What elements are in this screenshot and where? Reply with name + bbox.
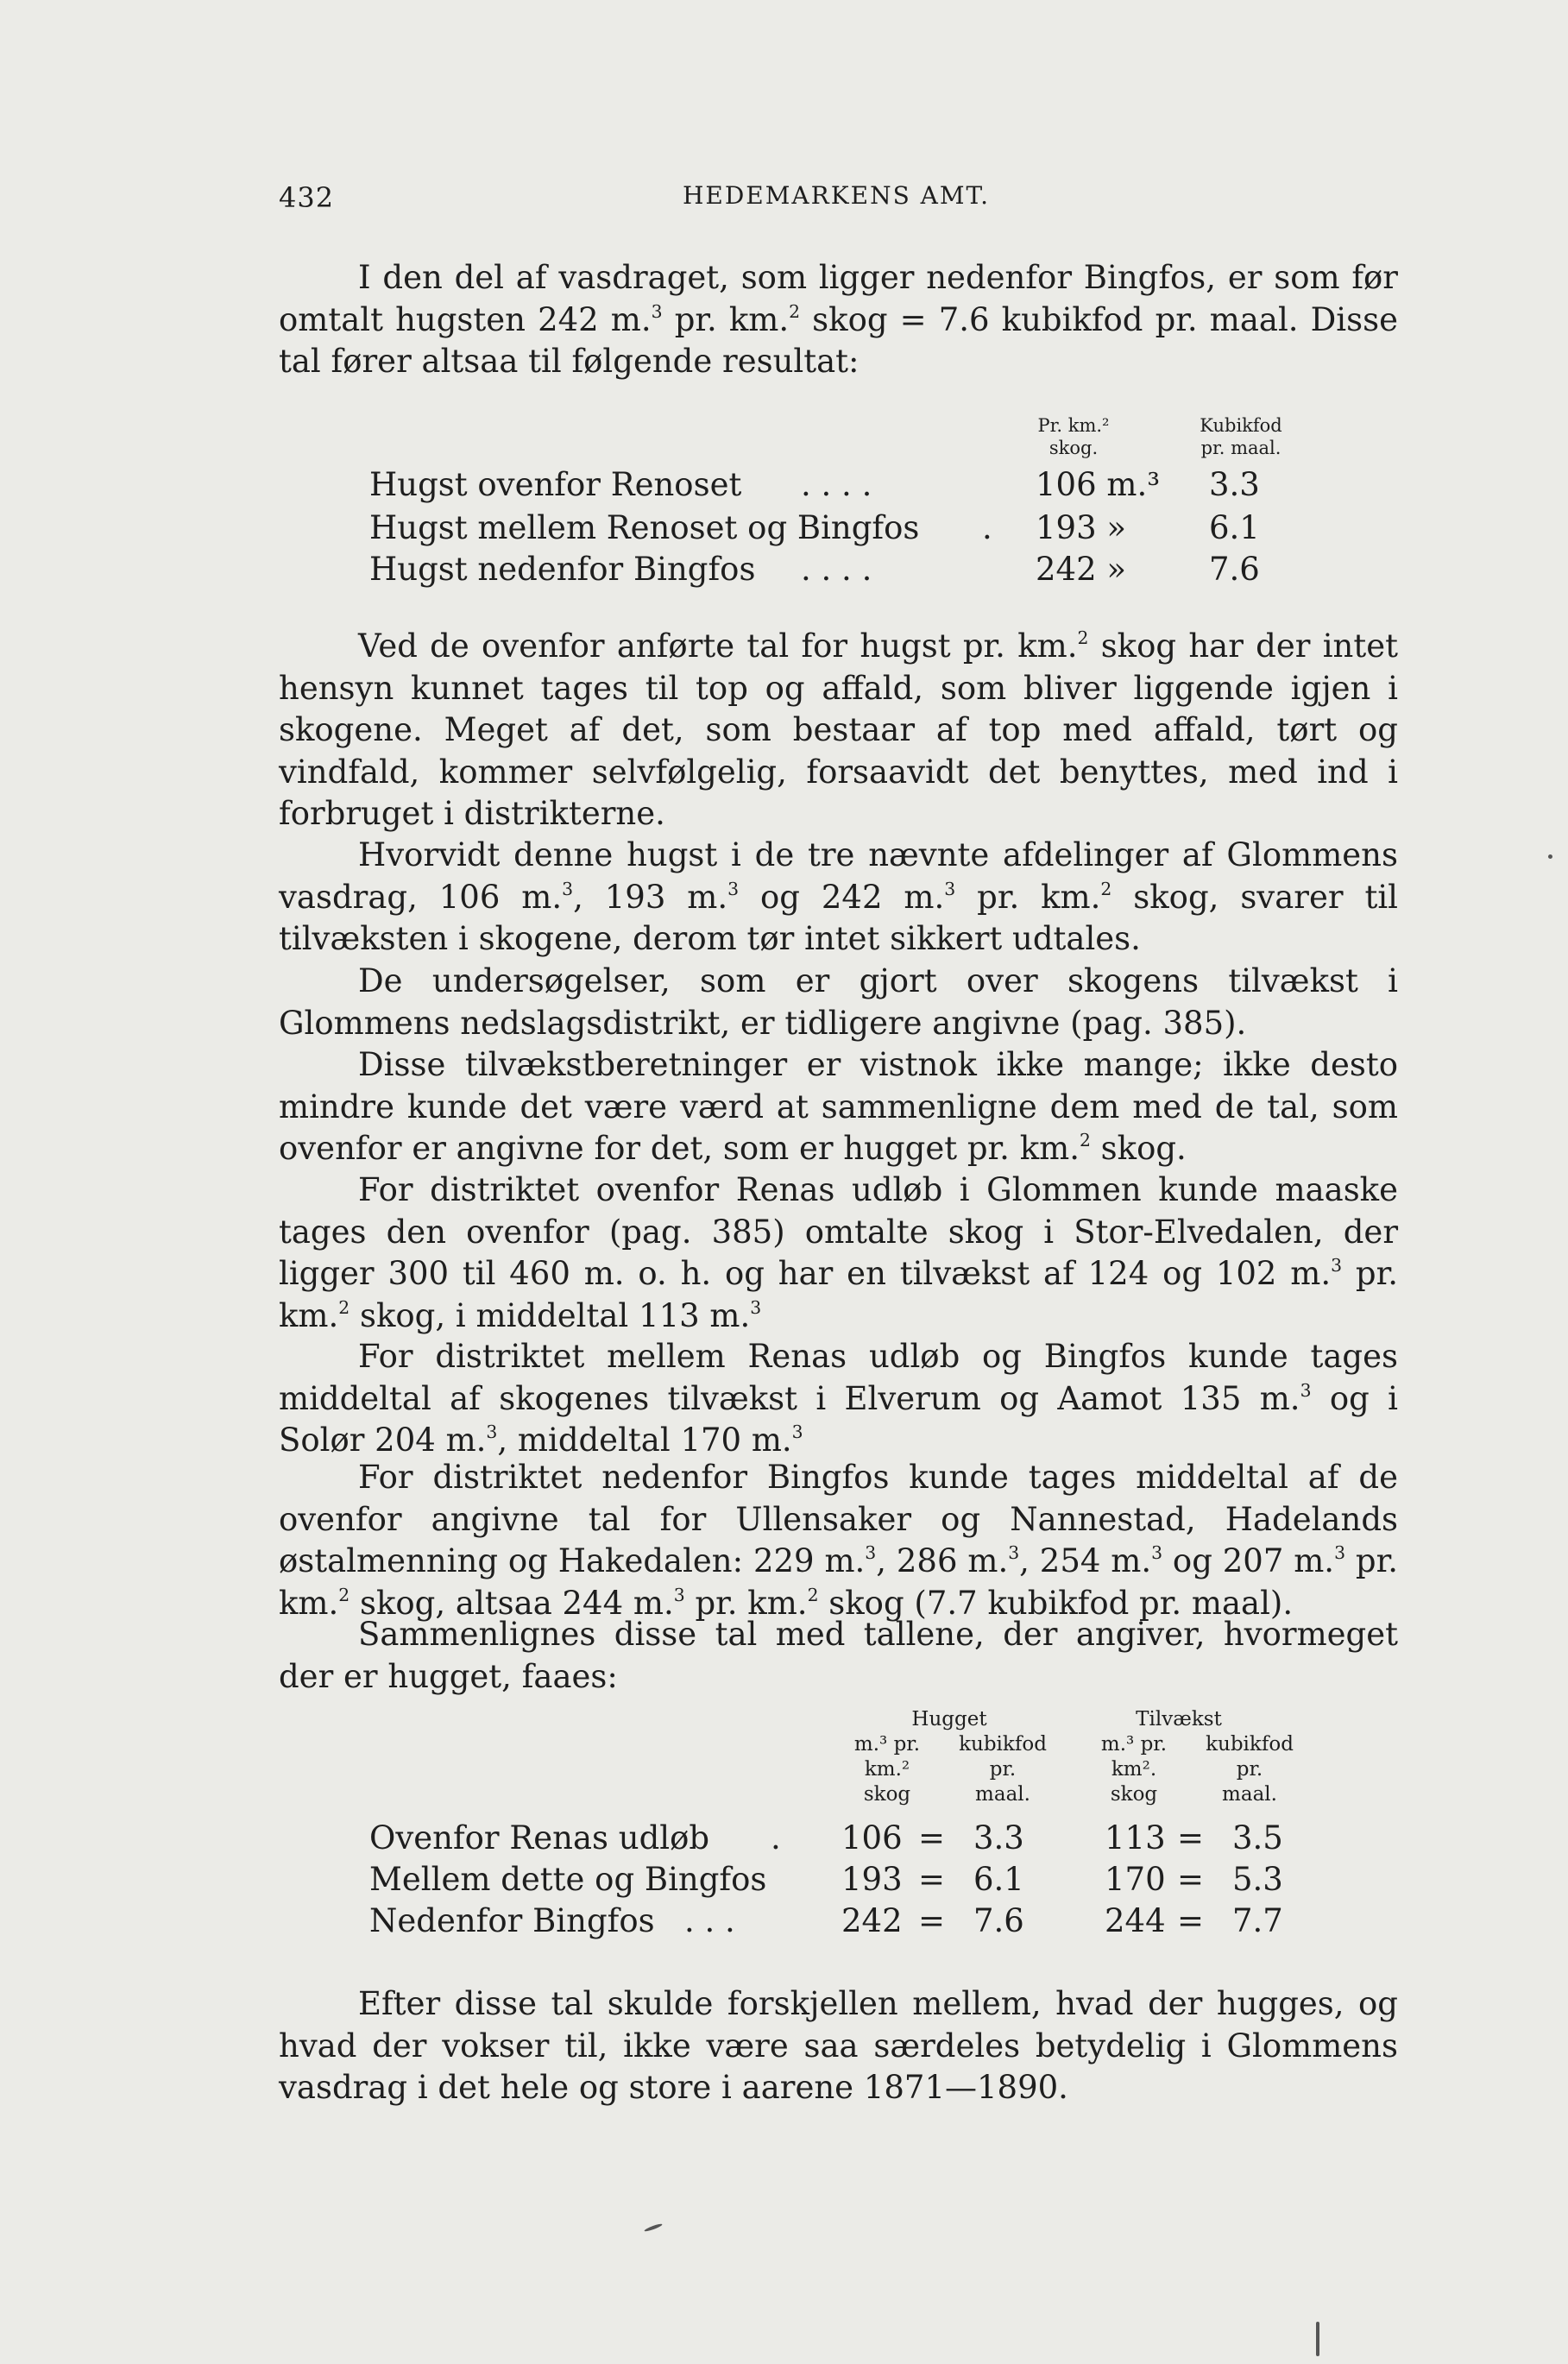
text: , 254 m. bbox=[1019, 1542, 1152, 1580]
subheader-line: skog bbox=[1110, 1783, 1158, 1806]
row-label: Hugst nedenfor Bingfos bbox=[369, 551, 756, 588]
tilvaekst-kubikfod: 5.3 bbox=[1232, 1861, 1283, 1898]
sup: 2 bbox=[338, 1296, 350, 1318]
row-kubikfod: 6.1 bbox=[1209, 509, 1260, 546]
text: pr. km. bbox=[279, 1255, 1398, 1334]
text: pr. km. bbox=[684, 1584, 808, 1622]
sup: 3 bbox=[944, 878, 956, 899]
text: , 193 m. bbox=[573, 878, 728, 916]
text: og i Solør 204 m. bbox=[279, 1379, 1398, 1459]
hugget-kubikfod: 3.3 bbox=[973, 1819, 1024, 1857]
subheader-line: kubikfod bbox=[1206, 1733, 1294, 1756]
body-paragraph bbox=[279, 1169, 1398, 1337]
sup: 3 bbox=[1300, 1379, 1312, 1401]
row-leader: . . . . bbox=[801, 466, 872, 503]
tilvaekst-m3: 113 bbox=[1105, 1819, 1166, 1857]
table-row bbox=[369, 466, 1405, 507]
subheader-line: m.³ pr. bbox=[1100, 1733, 1168, 1756]
text: og 207 m. bbox=[1162, 1542, 1335, 1580]
hugget-kubikfod: 7.6 bbox=[973, 1902, 1024, 1939]
sup: 3 bbox=[1151, 1541, 1163, 1563]
body-paragraph bbox=[279, 1457, 1398, 1624]
row-leader: . bbox=[982, 509, 992, 546]
sup: 3 bbox=[750, 1296, 762, 1318]
col-header-kubikfod bbox=[1172, 414, 1310, 459]
intro-sup-1: 3 bbox=[651, 300, 663, 322]
scan-speck bbox=[1316, 2322, 1319, 2356]
col-header-line: Pr. km.² bbox=[1037, 415, 1110, 436]
row-leader: . . . . bbox=[801, 551, 872, 588]
text: De undersøgelser, som er gjort over skogens tilvækst i Glommens nedslagsdistrikt, er tidligere angivne (pag. 385). bbox=[279, 962, 1398, 1042]
sup: 2 bbox=[1077, 627, 1089, 648]
subheader-line: maal. bbox=[1222, 1783, 1277, 1806]
sup: 3 bbox=[486, 1421, 498, 1442]
sup: 2 bbox=[1100, 878, 1112, 899]
col-header-per-km bbox=[1022, 414, 1125, 459]
body-paragraph bbox=[279, 1044, 1398, 1170]
sup: 3 bbox=[1334, 1541, 1346, 1563]
tilvaekst-m3: 170 bbox=[1105, 1861, 1166, 1898]
col-header-line: pr. maal. bbox=[1200, 438, 1281, 458]
sup: 3 bbox=[791, 1421, 803, 1442]
running-title: HEDEMARKENS AMT. bbox=[683, 181, 991, 210]
subheader-tilvaekst-kubikfod bbox=[1189, 1732, 1310, 1807]
equals-sign: = bbox=[1177, 1819, 1205, 1857]
sup: 3 bbox=[562, 878, 574, 899]
subheader-hugget-m3 bbox=[835, 1732, 939, 1807]
row-label: Ovenfor Renas udløb bbox=[369, 1819, 710, 1857]
intro-sup-2: 2 bbox=[789, 300, 801, 322]
row-leader: . . . bbox=[684, 1902, 735, 1939]
equals-sign: = bbox=[1177, 1902, 1205, 1939]
body-paragraph bbox=[279, 1614, 1398, 1698]
text: pr. km. bbox=[279, 1542, 1398, 1622]
row-label: Hugst mellem Renoset og Bingfos bbox=[369, 509, 920, 546]
tilvaekst-kubikfod: 3.5 bbox=[1232, 1819, 1283, 1857]
row-value: 193 » bbox=[1036, 509, 1127, 546]
sup: 3 bbox=[727, 878, 740, 899]
text: Ved de ovenfor anførte tal for hugst pr. km. bbox=[358, 627, 1078, 665]
row-kubikfod: 3.3 bbox=[1209, 466, 1260, 503]
text: og 242 m. bbox=[739, 878, 945, 916]
scan-speck bbox=[1548, 854, 1552, 859]
equals-sign: = bbox=[918, 1861, 946, 1898]
table-row bbox=[369, 1819, 1405, 1861]
col-header-line: skog. bbox=[1048, 438, 1099, 458]
row-value: 106 m.³ bbox=[1036, 466, 1161, 503]
intro-paragraph bbox=[279, 257, 1398, 383]
table-row bbox=[369, 1902, 1405, 1944]
hugget-kubikfod: 6.1 bbox=[973, 1861, 1024, 1898]
subheader-line: pr. bbox=[989, 1758, 1017, 1781]
text: skog, i middeltal 113 m. bbox=[349, 1296, 751, 1334]
equals-sign: = bbox=[918, 1819, 946, 1857]
subheader-hugget-kubikfod bbox=[942, 1732, 1063, 1807]
text: , 286 m. bbox=[876, 1542, 1009, 1580]
subheader-line: maal. bbox=[975, 1783, 1030, 1806]
sup: 3 bbox=[865, 1541, 877, 1563]
subheader-line: skog bbox=[863, 1783, 911, 1806]
sup: 2 bbox=[338, 1584, 350, 1605]
col-header-line: Kubikfod bbox=[1200, 415, 1282, 436]
results-table bbox=[369, 414, 1405, 604]
sup: 2 bbox=[1079, 1129, 1091, 1150]
body-paragraph bbox=[279, 1336, 1398, 1462]
hugget-m3: 106 bbox=[841, 1819, 903, 1857]
table-row bbox=[369, 1861, 1405, 1902]
scan-speck bbox=[644, 2222, 663, 2232]
subheader-line: km.² bbox=[864, 1758, 910, 1781]
page-header bbox=[279, 181, 1392, 224]
row-value: 242 » bbox=[1036, 551, 1127, 588]
row-label: Nedenfor Bingfos bbox=[369, 1902, 655, 1939]
page-number: 432 bbox=[279, 181, 335, 214]
body-paragraph bbox=[279, 626, 1398, 835]
equals-sign: = bbox=[1177, 1861, 1205, 1898]
hugget-m3: 242 bbox=[841, 1902, 903, 1939]
text: For distriktet ovenfor Renas udløb i Glommen kunde maaske tages den ovenfor (pag. 385) omtalte skog i Stor-Elvedalen, der ligger 300 til 460 m. o. h. og har en tilvækst af 124 og 102 m. bbox=[279, 1171, 1398, 1293]
tilvaekst-m3: 244 bbox=[1105, 1902, 1166, 1939]
row-leader: . bbox=[771, 1819, 781, 1857]
sup: 2 bbox=[807, 1584, 819, 1605]
table-row bbox=[369, 551, 1405, 592]
text: skog, altsaa 244 m. bbox=[349, 1584, 674, 1622]
subheader-tilvaekst-m3 bbox=[1082, 1732, 1186, 1807]
intro-text-2: pr. km. bbox=[662, 300, 790, 338]
row-label: Hugst ovenfor Renoset bbox=[369, 466, 742, 503]
subheader-line: kubikfod bbox=[959, 1733, 1047, 1756]
text: Hvorvidt denne hugst i de tre nævnte afdelinger af Glommens vasdrag, 106 m. bbox=[279, 836, 1398, 916]
text: For distriktet mellem Renas udløb og Bingfos kunde tages middeltal af skogenes tilvækst i Elverum og Aamot 135 m. bbox=[279, 1338, 1398, 1417]
text: skog. bbox=[1090, 1130, 1187, 1168]
closing-paragraph: Efter disse tal skulde forskjellen mellem, hvad der hugges, og hvad der vokser til, ikke være saa særdeles betydelig i Glommens vasdrag i det hele og store i aarene 1871—1890. bbox=[279, 1985, 1398, 2107]
equals-sign: = bbox=[918, 1902, 946, 1939]
text: For distriktet nedenfor Bingfos kunde tages middeltal af de ovenfor angivne tal for Ullensaker og Nannestad, Hadelands østalmenning og Hakedalen: 229 m. bbox=[279, 1459, 1398, 1580]
hugget-m3: 193 bbox=[841, 1861, 903, 1898]
text: skog har der intet hensyn kunnet tages til top og affald, som bliver liggende igjen i skogene. Meget af det, som bestaar af top med affald, tørt og vindfald, kommer selvfølgelig, forsaavidt det benyttes, med ind i forbruget i distrikterne. bbox=[279, 627, 1399, 833]
text: pr. km. bbox=[955, 878, 1101, 916]
row-kubikfod: 7.6 bbox=[1209, 551, 1260, 588]
text: Disse tilvækstberetninger er vistnok ikke mange; ikke desto mindre kunde det være værd at sammenligne dem med de tal, som ovenfor er angivne for det, som er hugget pr. km. bbox=[279, 1046, 1398, 1168]
text: skog, svarer til tilvæksten i skogene, derom tør intet sikkert udtales. bbox=[279, 878, 1398, 958]
row-label: Mellem dette og Bingfos bbox=[369, 1861, 767, 1898]
tilvaekst-kubikfod: 7.7 bbox=[1232, 1902, 1283, 1939]
subheader-line: m.³ pr. bbox=[853, 1733, 921, 1756]
intro-text-3: skog = 7.6 kubikfod pr. maal. Disse tal fører altsaa til følgende resultat: bbox=[279, 300, 1398, 381]
group-header-tilvaekst: Tilvækst bbox=[1136, 1708, 1222, 1730]
group-header-hugget: Hugget bbox=[911, 1708, 987, 1730]
intro-text-1: I den del af vasdraget, som ligger nedenfor Bingfos, er som før omtalt hugsten 242 m. bbox=[279, 259, 1398, 338]
sup: 3 bbox=[1331, 1254, 1343, 1276]
text: Sammenlignes disse tal med tallene, der angiver, hvormeget der er hugget, faaes: bbox=[279, 1616, 1398, 1695]
subheader-line: pr. bbox=[1236, 1758, 1263, 1781]
subheader-line: km². bbox=[1111, 1758, 1157, 1781]
sup: 3 bbox=[673, 1584, 685, 1605]
table-row bbox=[369, 509, 1405, 551]
text: skog (7.7 kubikfod pr. maal). bbox=[818, 1584, 1294, 1622]
sup: 3 bbox=[1008, 1541, 1020, 1563]
body-paragraph bbox=[279, 835, 1398, 961]
body-paragraph bbox=[279, 961, 1398, 1044]
comparison-table bbox=[369, 1707, 1405, 1940]
text: , middeltal 170 m. bbox=[497, 1422, 792, 1459]
